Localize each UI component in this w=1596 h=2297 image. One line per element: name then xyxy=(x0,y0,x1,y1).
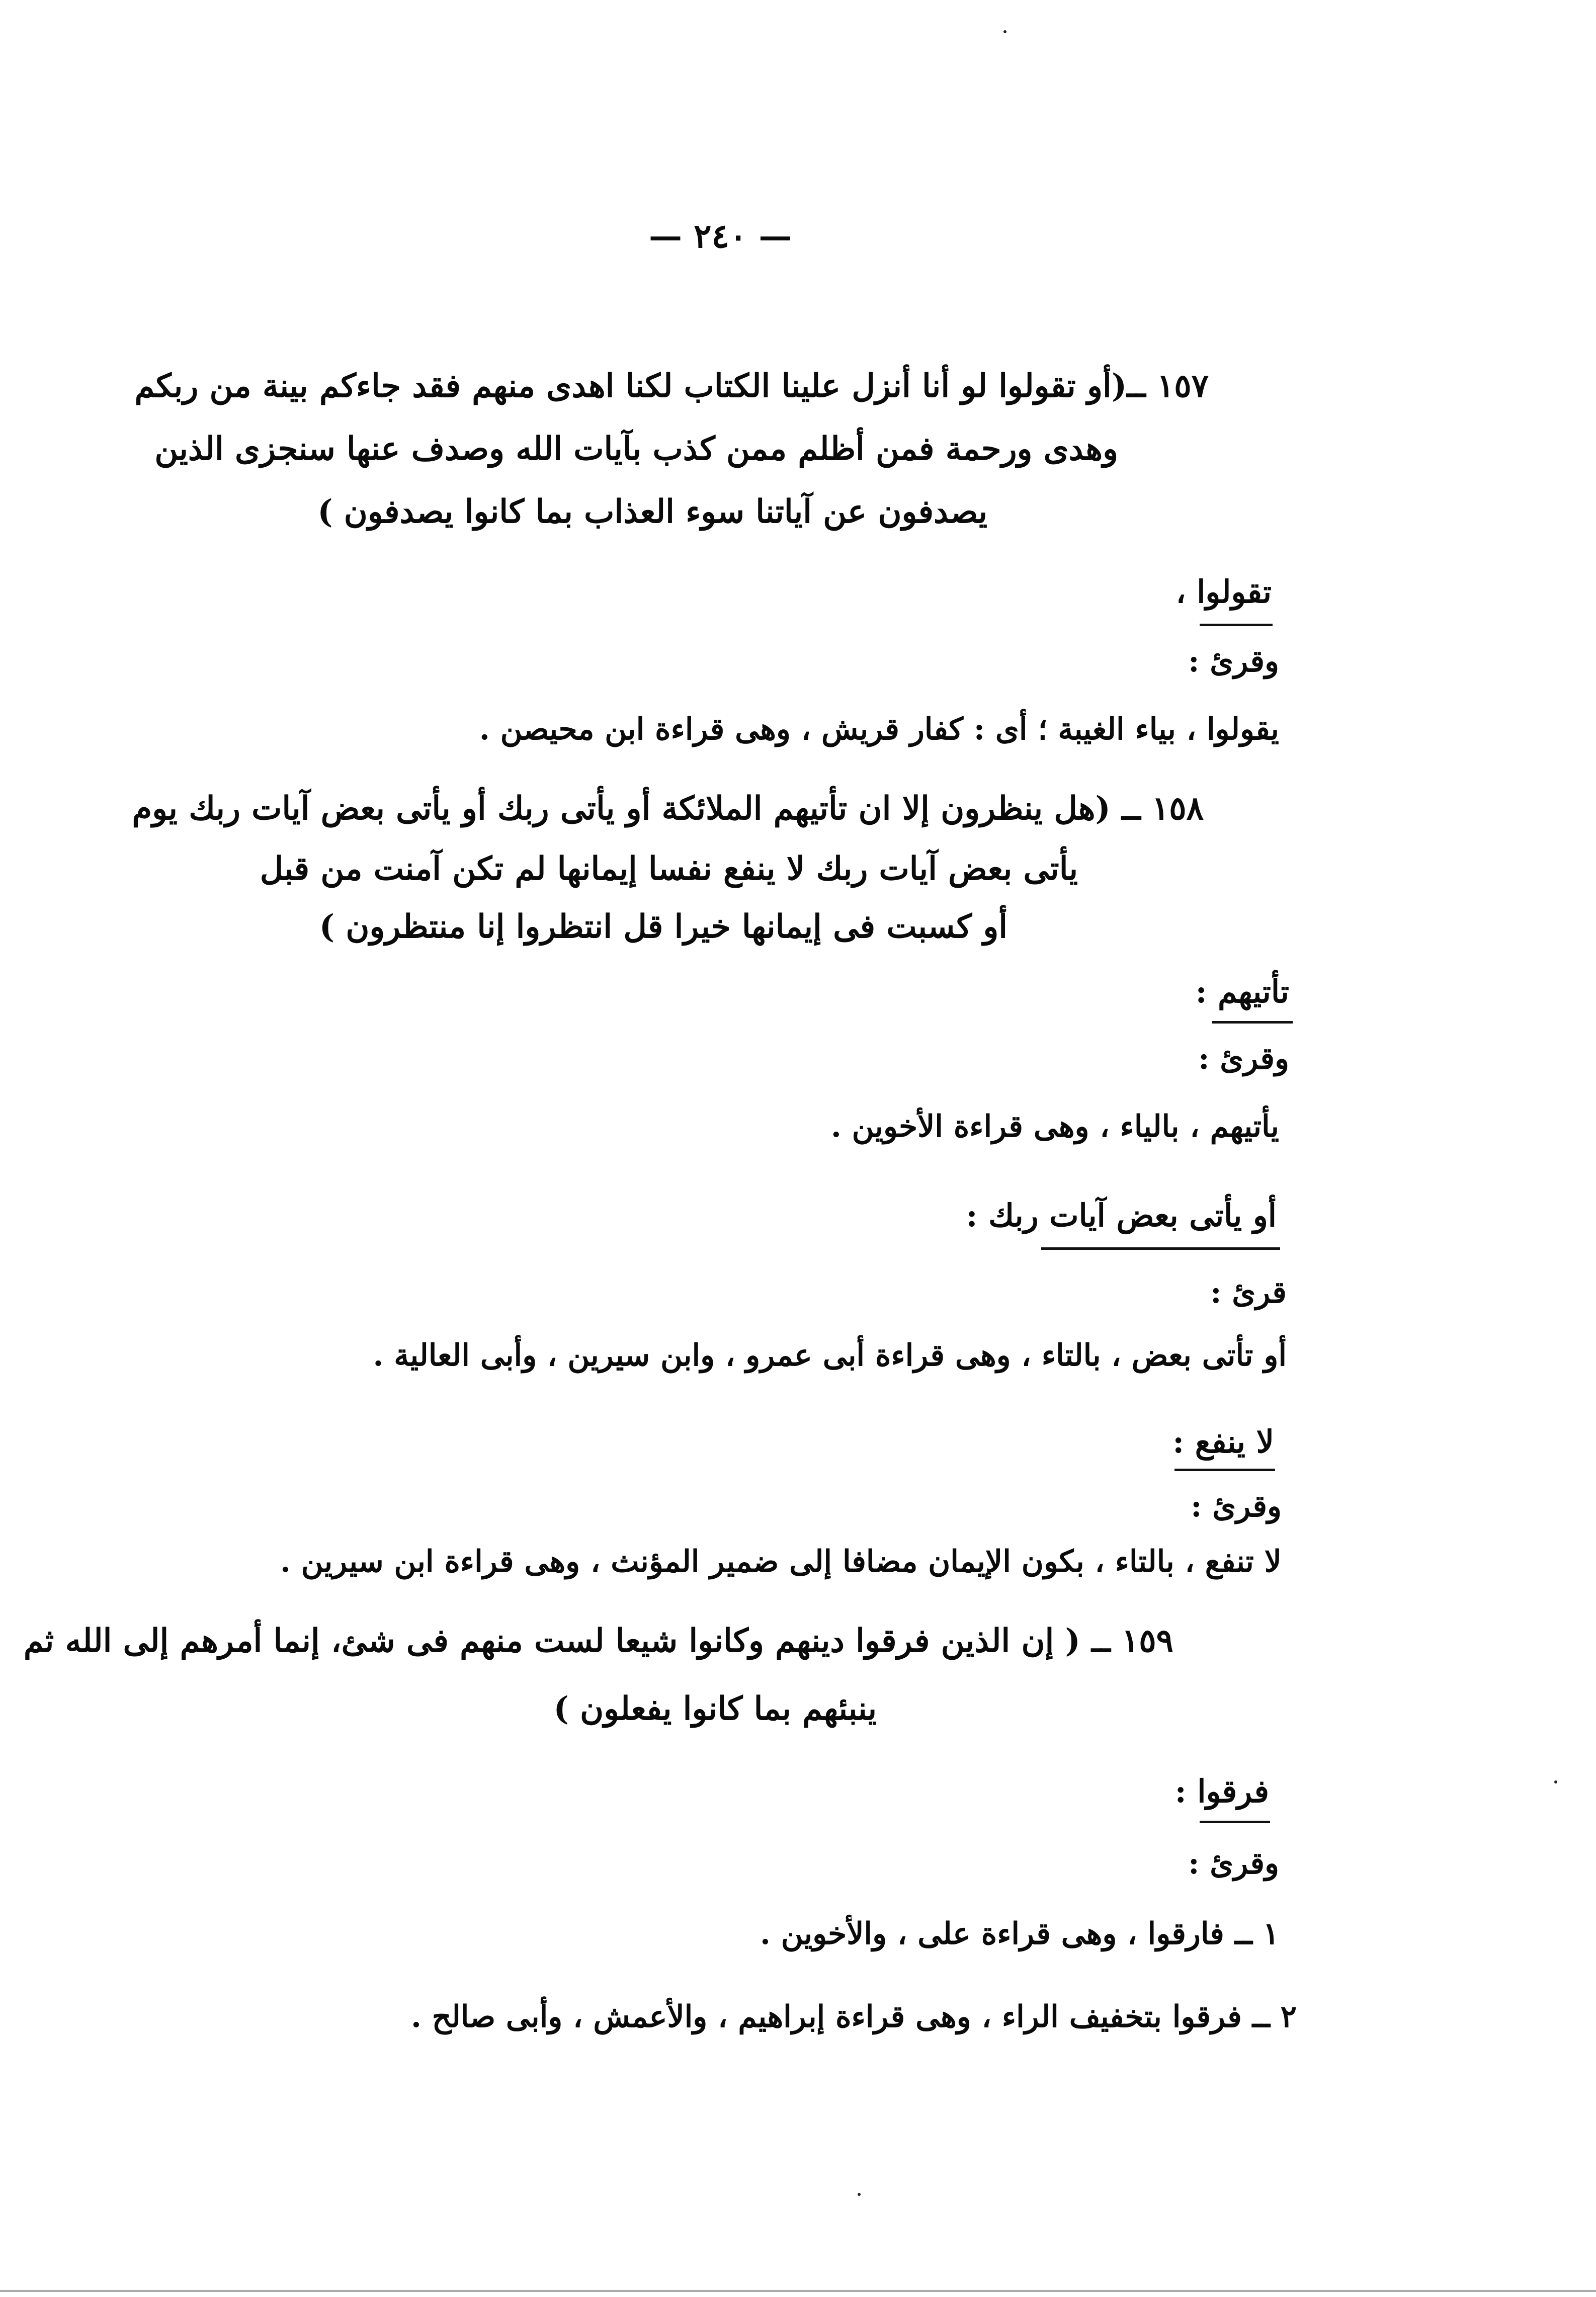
word-heading: فرقوا : xyxy=(1174,1773,1269,1810)
word-heading: تقولوا ، xyxy=(1175,573,1272,610)
verse-line: وهدى ورحمة فمن أظلم ممن كذب بآيات الله وصدف عنها سنجزى الذين xyxy=(154,430,1118,468)
qurei-label: وقرئ : xyxy=(1188,1846,1279,1881)
reading-line: ٢ ــ فرقوا بتخفيف الراء ، وهى قراءة إبراهيم ، والأعمش ، وأبى صالح . xyxy=(411,1999,1297,2034)
word-heading: أو يأتى بعض آيات ربك : xyxy=(966,1197,1277,1234)
verse-line: ١٥٧ ــ(أو تقولوا لو أنا أنزل علينا الكتاب لكنا اهدى منهم فقد جاءكم بينة من ربكم xyxy=(134,367,1209,405)
reading-line: يقولوا ، بياء الغيبة ؛ أى : كفار قريش ، وهى قراءة ابن محيصن . xyxy=(479,712,1279,747)
verse-line: يصدفون عن آياتنا سوء العذاب بما كانوا يصدفون ) xyxy=(317,493,987,531)
viewer-bottom-edge xyxy=(0,2290,1596,2292)
word-underline xyxy=(1174,1469,1275,1471)
scan-speck xyxy=(1003,30,1006,33)
reading-line: يأتيهم ، بالياء ، وهى قراءة الأخوين . xyxy=(830,1109,1279,1144)
verse-line: ١٥٩ ــ ( إن الذين فرقوا دينهم وكانوا شيعا لست منهم فى شئ، إنما أمرهم إلى الله ثم xyxy=(23,1622,1173,1660)
qurei-label: قرئ : xyxy=(1210,1275,1287,1310)
word-underline xyxy=(1041,1247,1280,1250)
word-underline xyxy=(1200,1821,1270,1823)
word-heading: لا ينفع : xyxy=(1172,1423,1274,1460)
word-underline xyxy=(1200,624,1273,626)
scan-speck xyxy=(858,2193,861,2196)
verse-line: أو كسبت فى إيمانها خيرا قل انتظروا إنا منتظرون ) xyxy=(319,908,1007,946)
reading-line: ١ ــ فارقوا ، وهى قراءة على ، والأخوين . xyxy=(760,1916,1279,1951)
verse-line: ينبئهم بما كانوا يفعلون ) xyxy=(553,1690,877,1728)
qurei-label: وقرئ : xyxy=(1198,1041,1289,1076)
qurei-label: وقرئ : xyxy=(1188,644,1279,679)
word-underline xyxy=(1212,1021,1293,1024)
scan-speck xyxy=(1554,1780,1557,1783)
page-number: — ٢٤٠ — xyxy=(649,216,792,256)
qurei-label: وقرئ : xyxy=(1191,1489,1282,1524)
word-heading: تأتيهم : xyxy=(1195,973,1289,1010)
reading-line: لا تنفع ، بالتاء ، بكون الإيمان مضافا إلى ضمير المؤنث ، وهى قراءة ابن سيرين . xyxy=(280,1544,1282,1579)
reading-line: أو تأتى بعض ، بالتاء ، وهى قراءة أبى عمرو ، وابن سيرين ، وأبى العالية . xyxy=(373,1338,1287,1373)
verse-line: ١٥٨ ــ (هل ينظرون إلا ان تأتيهم الملائكة أو يأتى ربك أو يأتى بعض آيات ربك يوم xyxy=(132,790,1204,827)
verse-line: يأتى بعض آيات ربك لا ينفع نفسا إيمانها لم تكن آمنت من قبل xyxy=(260,850,1078,888)
